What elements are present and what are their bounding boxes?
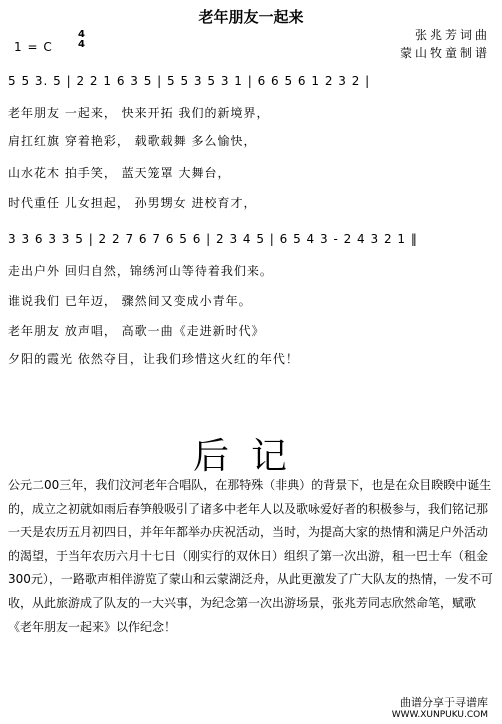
time-signature <box>78 30 85 50</box>
key-signature: 1 = C <box>14 40 53 54</box>
lyricist-credit: 张兆芳词曲 <box>414 28 490 42</box>
time-bottom: 4 <box>78 39 85 50</box>
site-url: WWW.XUNPUKU.COM <box>391 710 488 720</box>
verse-line: 夕阳的霞光 依然夺目，让我们珍惜这火红的年代！ <box>8 352 299 366</box>
afterword-paragraph: 公元二00三年，我们汶河老年合唱队，在那特殊（非典）的背景下，也是在众目睽睽中诞生的，成立之初就如雨后春笋般吸引了诸多中老年人以及歌咏爱好者的积极参与，我们铭记那一天是农历五月初四日，并年年都举办庆祝活动，当时，为提高大家的热情和满足户外活动的渴望，于当年农历六月十七日（刚实行的双休日）组织了第一次出游，租一巴士车（租金300元），一路歌声相伴游览了蒙山和云蒙湖泛舟，从此更激发了广大队友的热情，一发不可收，从此旅游成了队友的一大兴事，为纪念第一次出游场景，张兆芳同志欣然命笔，赋歌《老年朋友一起来》以作纪念！ <box>8 478 493 634</box>
afterword-text <box>8 474 494 639</box>
afterword-heading: 后记 <box>192 436 309 477</box>
verse-line: 肩扛红旗 穿着艳彩， 载歌载舞 多么愉快， <box>8 134 257 148</box>
verse-line: 谁说我们 已年迈， 骤然间又变成小青年。 <box>8 294 252 308</box>
verse-line: 老年朋友 一起来， 快来开拓 我们的新境界， <box>8 106 270 120</box>
arranger-credit: 蒙山牧童制谱 <box>399 46 490 60</box>
share-credit: 曲谱分享于寻谱库 <box>400 696 488 709</box>
verse-line: 老年朋友 放声唱， 高歌一曲《走进新时代》 <box>8 324 265 338</box>
verse-line: 走出户外 回归自然，锦绣河山等待着我们来。 <box>8 264 273 278</box>
time-top: 4 <box>78 29 85 40</box>
verse-line: 时代重任 儿女担起， 孙男甥女 进校育才， <box>8 196 257 210</box>
verse-line: 山水花木 拍手笑， 蓝天笼罩 大舞台， <box>8 166 231 180</box>
notation-line-2: 3 3 6 3 3 5 | 2 2 7 6 7 6 5 6 | 2 3 4 5 | 6 5 4 3 - 2 4 3 2 1 ‖ <box>8 232 418 246</box>
song-title: 老年朋友一起来 <box>198 8 304 26</box>
notation-line-1: 5 5 3. 5 | 2 2 1 6 3 5 | 5 5 3 5 3 1 | 6 6 5 6 1 2 3 2 | <box>8 74 371 88</box>
